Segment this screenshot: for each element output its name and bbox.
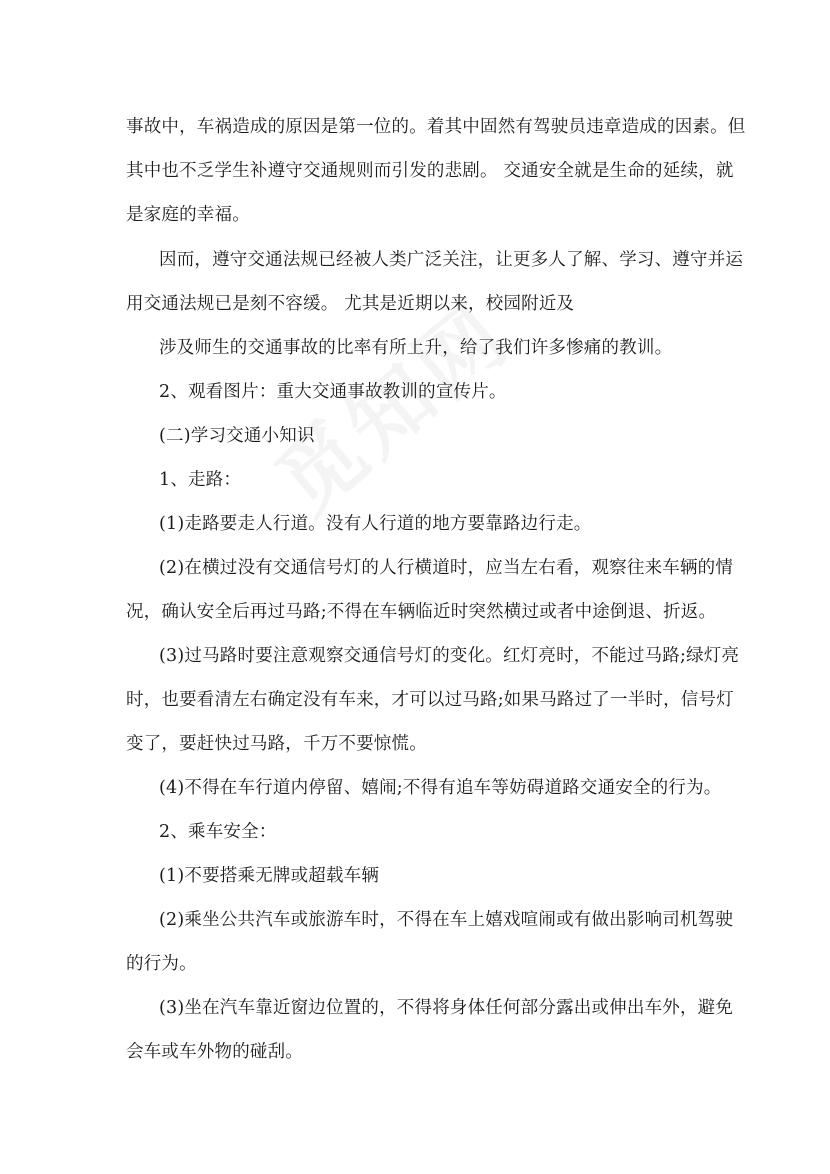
paragraph-line: 事故中，车祸造成的原因是第一位的。着其中固然有驾驶员违章造成的因素。但 [126,117,746,137]
list-item: (2)在横过没有交通信号灯的人行横道时，应当左右看，观察往来车辆的情 [159,558,734,578]
list-item-continuation: 会车或车外物的碰刮。 [126,1042,303,1062]
paragraph-line: 涉及师生的交通事故的比率有所上升，给了我们许多惨痛的教训。 [159,338,673,358]
list-item-continuation: 变了，要赶快过马路，千万不要惊慌。 [126,734,427,754]
section-heading: 2、观看图片：重大交通事故教训的宣传片。 [159,382,507,402]
subsection-heading: 1、走路： [159,470,242,490]
paragraph-line: 用交通法规已是刻不容缓。 尤其是近期以来，校园附近及 [126,294,575,314]
list-item: (1)走路要走人行道。没有人行道的地方要靠路边行走。 [159,514,592,534]
list-item: (4)不得在车行道内停留、嬉闹;不得有追车等妨碍道路交通安全的行为。 [159,778,722,798]
list-item: (1)不要搭乘无牌或超载车辆 [159,866,380,886]
paragraph-line: 其中也不乏学生补遵守交通规则而引发的悲剧。 交通安全就是生命的延续，就 [126,161,734,181]
paragraph-line: 是家庭的幸福。 [126,205,250,225]
paragraph-line: 因而，遵守交通法规已经被人类广泛关注，让更多人了解、学习、遵守并运 [159,250,744,270]
list-item: (2)乘坐公共汽车或旅游车时，不得在车上嬉戏喧闹或有做出影响司机驾驶 [159,910,734,930]
section-heading: (二)学习交通小知识 [159,426,315,446]
list-item: (3)坐在汽车靠近窗边位置的，不得将身体任何部分露出或伸出车外，避免 [159,998,734,1018]
subsection-heading: 2、乘车安全： [159,822,277,842]
list-item-continuation: 的行为。 [126,954,197,974]
watermark [247,277,613,643]
list-item-continuation: 况，确认安全后再过马路;不得在车辆临近时突然横过或者中途倒退、折返。 [126,602,717,622]
list-item-continuation: 时，也要看清左右确定没有车来，才可以过马路;如果马路过了一半时，信号灯 [126,690,734,710]
list-item: (3)过马路时要注意观察交通信号灯的变化。红灯亮时，不能过马路;绿灯亮 [159,646,740,666]
